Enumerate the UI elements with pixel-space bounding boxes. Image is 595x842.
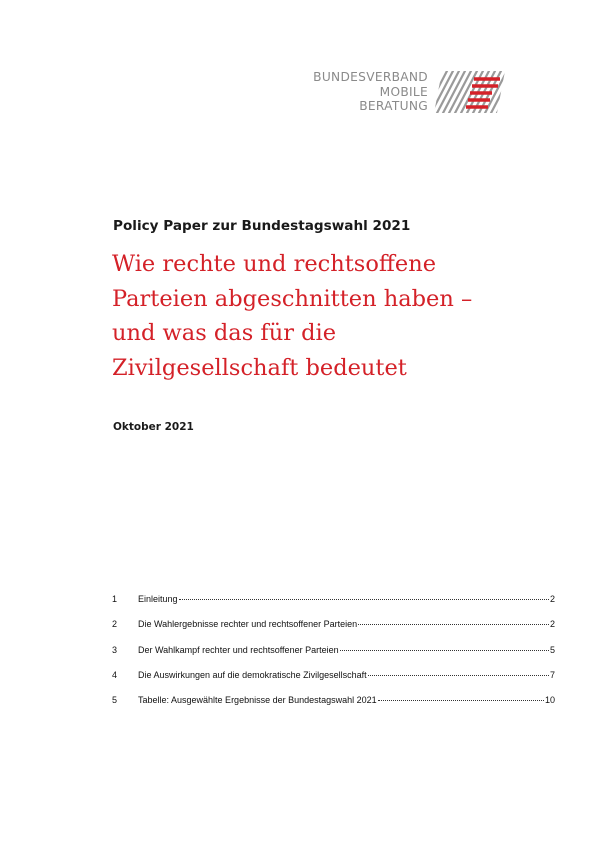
toc-entry[interactable] [112, 695, 555, 720]
toc-entry[interactable] [112, 645, 555, 670]
toc-number: 1 [112, 594, 118, 604]
logo-hatched-mark-icon [434, 71, 505, 113]
toc-label: Die Wahlergebnisse rechter und rechtsoffener Parteien [138, 619, 358, 630]
toc-leader [368, 675, 549, 676]
document-subtitle: Policy Paper zur Bundestagswahl 2021 [113, 218, 411, 234]
toc-label: Der Wahlkampf rechter und rechtsoffener Parteien [138, 644, 339, 655]
toc-page-number: 7 [549, 669, 555, 680]
toc-leader [358, 624, 549, 625]
logo-wordmark [298, 70, 428, 114]
toc-page-number: 2 [549, 619, 555, 630]
document-title [112, 247, 552, 385]
publication-date: Oktober 2021 [113, 421, 194, 433]
toc-leader [179, 599, 549, 600]
toc-leader [378, 700, 544, 701]
toc-label: Einleitung [138, 594, 178, 604]
toc-page-number: 2 [549, 594, 555, 604]
organization-logo [298, 70, 518, 116]
title-line: Parteien abgeschnitten haben – [112, 285, 473, 312]
toc-page-number: 5 [549, 644, 555, 655]
title-line: und was das für die [112, 320, 337, 346]
title-line: Zivilgesellschaft bedeutet [112, 354, 407, 381]
toc-entry[interactable] [112, 619, 555, 644]
toc-label: Tabelle: Ausgewählte Ergebnisse der Bundestagswahl 2021 [138, 695, 377, 706]
logo-line-3: BERATUNG [359, 99, 428, 113]
toc-number: 4 [112, 669, 118, 680]
logo-line-1: BUNDESVERBAND [313, 70, 428, 84]
toc-page-number: 10 [544, 695, 555, 706]
toc-entry[interactable] [112, 670, 555, 695]
toc-number: 2 [112, 619, 118, 630]
toc-number: 5 [112, 695, 118, 706]
toc-entry[interactable] [112, 594, 555, 619]
toc-number: 3 [112, 644, 118, 655]
toc-label: Die Auswirkungen auf die demokratische Zivilgesellschaft [138, 669, 367, 680]
toc-leader [340, 650, 549, 651]
title-line: Wie rechte und rechtsoffene [112, 251, 437, 277]
logo-line-2: MOBILE [379, 84, 428, 99]
table-of-contents [112, 594, 555, 720]
